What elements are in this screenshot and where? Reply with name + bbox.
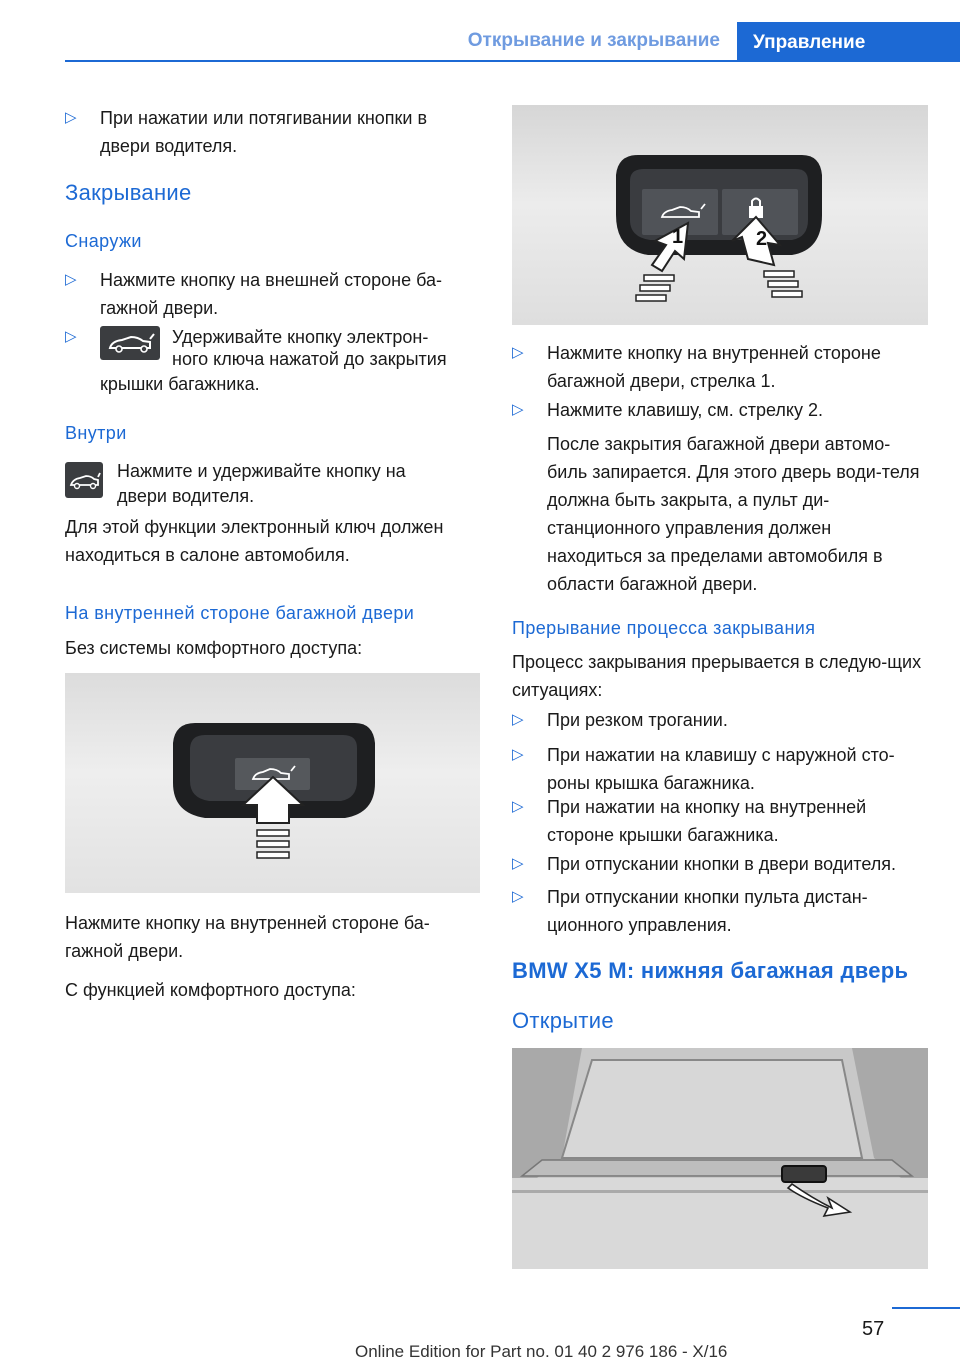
figure-lower-tailgate <box>512 1048 928 1269</box>
bullet-icon: ▷ <box>65 109 77 126</box>
bullet-icon: ▷ <box>512 344 524 361</box>
text-line: двери водителя. <box>117 486 255 506</box>
section-heading-x5m: BMW X5 M: нижняя багажная дверь <box>512 958 909 983</box>
footer-rule <box>892 1307 960 1309</box>
subheading-interrupt: Прерывание процесса закрывания <box>512 618 816 638</box>
header-section-title: Открывание и закрывание <box>467 30 720 51</box>
section-heading-closing: Закрывание <box>65 180 192 205</box>
figure-trunk-buttons-double <box>512 105 928 325</box>
list-item <box>512 850 928 878</box>
list-item <box>65 266 475 322</box>
subheading-outside: Снаружи <box>65 231 142 251</box>
bullet-icon: ▷ <box>65 328 77 345</box>
figure-trunk-button-single <box>65 673 480 893</box>
bullet-icon: ▷ <box>512 711 524 728</box>
list-item-text: При нажатии на кнопку на внутренней стороне крышки багажника. <box>547 797 867 845</box>
text-line: ного ключа нажатой до закрытия <box>172 349 447 369</box>
bullet-icon: ▷ <box>65 271 77 288</box>
paragraph: После закрытия багажной двери автомо-биль запирается. Для этого дверь води-теля должна быть закрыта, а пульт ди-станционного управления должен находиться за пределами автомобиля в области багажной двери. <box>547 434 920 594</box>
paragraph: С функцией комфортного доступа: <box>65 980 356 1000</box>
list-item-text: При нажатии или потягивании кнопки в двери водителя. <box>100 108 428 156</box>
paragraph: Нажмите кнопку на внутренней стороне ба-гажной двери. <box>65 913 430 961</box>
bullet-icon: ▷ <box>512 798 524 815</box>
text-line: крышки багажника. <box>100 374 260 394</box>
list-item <box>512 706 928 734</box>
bullet-icon: ▷ <box>512 401 524 418</box>
subheading-inner-side: На внутренней стороне багажной двери <box>65 603 415 623</box>
list-item-text: При отпускании кнопки в двери водителя. <box>547 854 896 874</box>
figure-label-2: 2 <box>756 228 768 250</box>
text-line: Нажмите и удерживайте кнопку на <box>117 461 406 481</box>
list-item <box>512 396 928 424</box>
bullet-icon: ▷ <box>512 746 524 763</box>
figure-label-1: 1 <box>672 226 684 248</box>
paragraph: Для этой функции электронный ключ должен находиться в салоне автомобиля. <box>65 517 444 565</box>
list-item-text: При отпускании кнопки пульта дистан-ционного управления. <box>547 887 868 935</box>
trunk-remote-button-icon <box>100 326 160 360</box>
list-item-text: Нажмите кнопку на внешней стороне ба-гажной двери. <box>100 270 443 318</box>
subheading-opening: Открытие <box>512 1008 614 1033</box>
subheading-inside: Внутри <box>65 423 127 443</box>
header-rule <box>65 60 960 62</box>
list-item-text: При нажатии на клавишу с наружной сто-роны крышка багажника. <box>547 745 895 793</box>
edition-note: Online Edition for Part no. 01 40 2 976 186 - X/16 <box>355 1342 728 1361</box>
list-item <box>512 883 928 939</box>
list-item <box>512 741 928 797</box>
list-item <box>512 339 928 395</box>
bullet-icon: ▷ <box>512 888 524 905</box>
header-chapter-tab: Управление <box>737 22 960 62</box>
page-number: 57 <box>862 1318 885 1340</box>
page-header <box>0 0 960 64</box>
list-item <box>65 104 465 160</box>
page-footer <box>0 1300 960 1362</box>
trunk-door-button-icon <box>65 462 103 498</box>
bullet-icon: ▷ <box>512 855 524 872</box>
paragraph: Процесс закрывания прерывается в следую-щих ситуациях: <box>512 652 922 700</box>
text-line: Удерживайте кнопку электрон- <box>172 327 429 347</box>
list-item-text: При резком трогании. <box>547 710 728 730</box>
list-item-text: Нажмите клавишу, см. стрелку 2. <box>547 400 824 420</box>
paragraph: Без системы комфортного доступа: <box>65 638 363 658</box>
list-item <box>512 793 928 849</box>
list-item-text: Нажмите кнопку на внутренней стороне багажной двери, стрелка 1. <box>547 343 881 391</box>
